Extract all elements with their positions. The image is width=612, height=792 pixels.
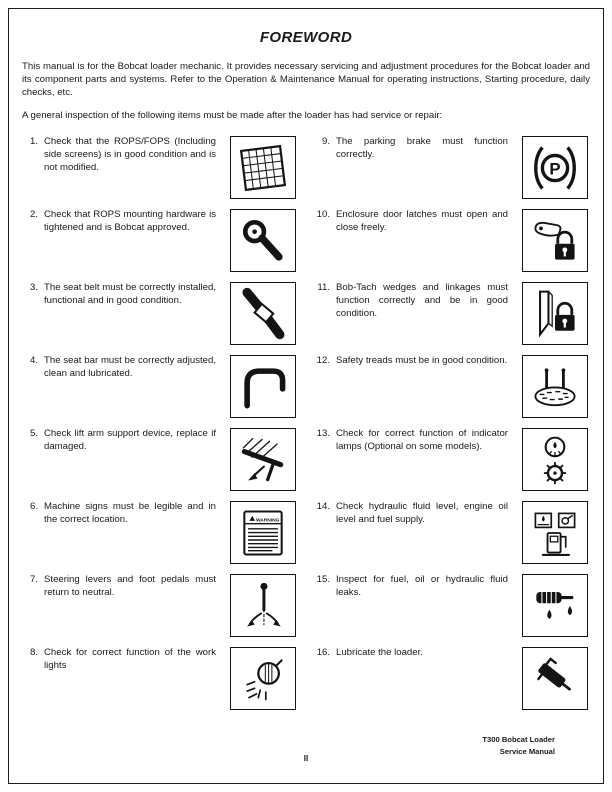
item-number: 11. xyxy=(317,282,330,293)
checklist-item-3 xyxy=(22,282,298,348)
icon-frame xyxy=(522,355,588,418)
warning-sign-label: WARNING xyxy=(255,517,280,523)
intro-paragraph: This manual is for the Bobcat loader mechanic. It provides necessary servicing and adjustment procedures for the Bobcat loader and its component parts and systems. Refer to the Operation & Maintenance Manual for operating instructions, Starting procedure, daily checks, etc. xyxy=(22,61,590,98)
item-text: Check that the ROPS/FOPS (Including side screens) is in good condition and is not modified. xyxy=(44,136,216,173)
item-text: Steering levers and foot pedals must return to neutral. xyxy=(44,574,216,598)
icon-frame xyxy=(230,209,296,272)
grease-gun-icon xyxy=(527,651,583,707)
work-lights-icon xyxy=(235,651,291,707)
page-border-frame xyxy=(8,8,604,784)
item-text: The seat bar must be correctly adjusted, clean and lubricated. xyxy=(44,355,216,379)
item-number: 1. xyxy=(29,136,38,147)
checklist-item-10 xyxy=(314,209,590,275)
fluid-leaks-icon xyxy=(527,578,583,634)
checklist-left-column xyxy=(22,136,298,720)
checklist xyxy=(22,136,590,720)
item-number: 9. xyxy=(321,136,330,147)
safety-treads-icon xyxy=(527,359,583,415)
indicator-lamps-icon xyxy=(527,432,583,488)
seat-belt-icon xyxy=(235,286,291,342)
checklist-item-7 xyxy=(22,574,298,640)
item-number: 14. xyxy=(316,501,330,512)
item-text: Check lift arm support device, replace if damaged. xyxy=(44,428,216,452)
checklist-item-13 xyxy=(314,428,590,494)
item-number: 3. xyxy=(29,282,38,293)
icon-frame xyxy=(522,647,588,710)
warning-sign-icon xyxy=(235,505,291,561)
item-text: Check for correct function of indicator lamps (Optional on some models). xyxy=(336,428,508,452)
item-number: 8. xyxy=(29,647,38,658)
item-text: Inspect for fuel, oil or hydraulic fluid leaks. xyxy=(336,574,508,598)
item-number: 13. xyxy=(316,428,330,439)
checklist-item-2 xyxy=(22,209,298,275)
item-number: 4. xyxy=(29,355,38,366)
item-text: Check hydraulic fluid level, engine oil level and fuel supply. xyxy=(336,501,508,525)
checklist-item-16 xyxy=(314,647,590,713)
inspection-paragraph: A general inspection of the following items must be made after the loader has had service or repair: xyxy=(22,110,443,122)
fluid-levels-icon xyxy=(527,505,583,561)
icon-frame xyxy=(230,428,296,491)
parking-letter: P xyxy=(549,159,561,179)
item-text: Enclosure door latches must open and close freely. xyxy=(336,209,508,233)
icon-frame xyxy=(230,647,296,710)
checklist-item-11 xyxy=(314,282,590,348)
item-text: Safety treads must be in good condition. xyxy=(336,355,508,366)
checklist-item-12 xyxy=(314,355,590,421)
icon-frame xyxy=(522,574,588,637)
manual-name: T300 Bobcat Loader xyxy=(482,735,555,745)
item-number: 2. xyxy=(29,209,38,220)
item-text: Check for correct function of the work lights xyxy=(44,647,216,671)
lift-arm-support-icon xyxy=(235,432,291,488)
icon-frame xyxy=(522,209,588,272)
item-text: Lubricate the loader. xyxy=(336,647,423,658)
icon-frame xyxy=(230,136,296,199)
item-number: 15. xyxy=(316,574,330,585)
seat-bar-icon xyxy=(235,359,291,415)
page-number: II xyxy=(303,754,309,763)
checklist-item-1 xyxy=(22,136,298,202)
checklist-item-14 xyxy=(314,501,590,567)
icon-frame xyxy=(522,136,588,199)
item-number: 7. xyxy=(29,574,38,585)
item-number: 10. xyxy=(316,209,330,220)
parking-brake-icon xyxy=(527,140,583,196)
item-text: The parking brake must function correctly. xyxy=(336,136,508,160)
door-latch-lock-icon xyxy=(527,213,583,269)
checklist-item-4 xyxy=(22,355,298,421)
icon-frame xyxy=(522,282,588,345)
icon-frame xyxy=(230,501,296,564)
item-text: Bob-Tach wedges and linkages must function correctly and be in good condition. xyxy=(336,282,508,319)
manual-type: Service Manual xyxy=(499,746,555,756)
icon-frame xyxy=(230,574,296,637)
checklist-item-15 xyxy=(314,574,590,640)
icon-frame xyxy=(522,501,588,564)
wrench-bolt-icon xyxy=(235,213,291,269)
icon-frame xyxy=(522,428,588,491)
checklist-item-5 xyxy=(22,428,298,494)
item-text: Check that ROPS mounting hardware is tightened and is Bobcat approved. xyxy=(44,209,216,233)
item-number: 6. xyxy=(29,501,38,512)
item-text: The seat belt must be correctly installed, functional and in good condition. xyxy=(44,282,216,306)
icon-frame xyxy=(230,355,296,418)
item-number: 5. xyxy=(29,428,38,439)
steering-levers-icon xyxy=(235,578,291,634)
item-number: 12. xyxy=(316,355,330,366)
checklist-item-8 xyxy=(22,647,298,713)
checklist-right-column xyxy=(314,136,590,720)
checklist-item-6 xyxy=(22,501,298,567)
item-text: Machine signs must be legible and in the correct location. xyxy=(44,501,216,525)
item-number: 16. xyxy=(316,647,330,658)
page-title: FOREWORD xyxy=(259,29,353,46)
bobtach-wedge-lock-icon xyxy=(527,286,583,342)
rops-fops-cage-icon xyxy=(235,140,291,196)
checklist-item-9 xyxy=(314,136,590,202)
icon-frame xyxy=(230,282,296,345)
